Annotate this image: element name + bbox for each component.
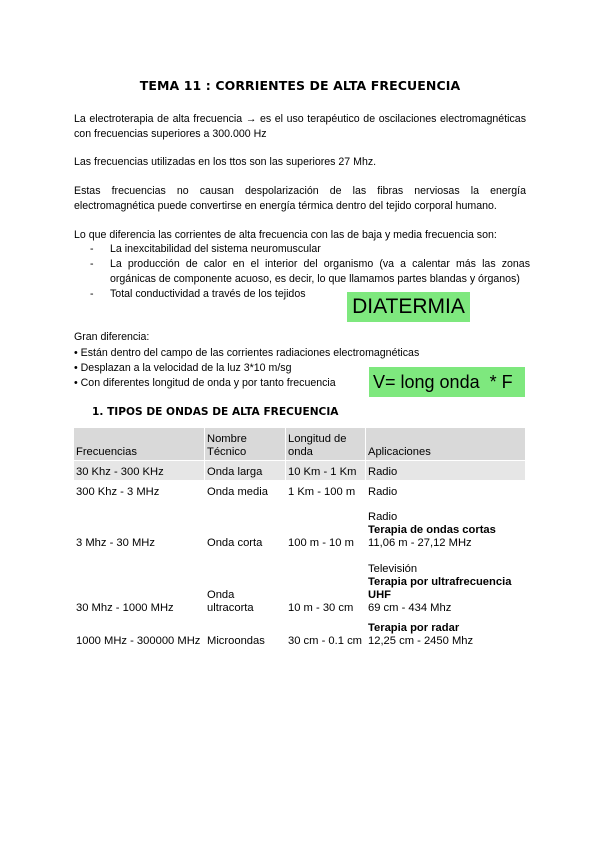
application-range: 12,25 cm - 2450 Mhz xyxy=(368,635,474,647)
list-item xyxy=(74,257,530,287)
dash-marker: - xyxy=(90,258,94,270)
header-wavelength: Longitud de onda xyxy=(286,428,366,461)
cell-name: Onda ultracorta xyxy=(205,552,286,617)
frequencies-used-paragraph: Las frecuencias utilizadas en los ttos son las superiores 27 Mhz. xyxy=(74,156,377,168)
header-frequencies: Frecuencias xyxy=(74,428,205,461)
cell-application xyxy=(366,501,526,552)
cell-length: 10 m - 30 cm xyxy=(286,552,366,617)
application-range: 11,06 m - 27,12 MHz xyxy=(368,537,472,549)
cell-length: 100 m - 10 m xyxy=(286,501,366,552)
cell-frequency: 30 Mhz - 1000 MHz xyxy=(74,552,205,617)
diatermia-highlight: DIATERMIA xyxy=(347,292,470,322)
list-item-text: La producción de calor en el interior del organismo (va a calentar más las zonas orgánicas de componente acuoso, es decir, lo que llamamos partes blandas y órganos) xyxy=(110,258,530,285)
cell-name: Microondas xyxy=(205,617,286,650)
table-row xyxy=(74,617,526,650)
list-item: • Desplazan a la velocidad de la luz 3*10 m/sg xyxy=(74,362,292,374)
list-item: • Están dentro del campo de las corrientes radiaciones electromagnéticas xyxy=(74,347,420,359)
wave-types-table xyxy=(73,427,526,650)
section-heading: 1. TIPOS DE ONDAS DE ALTA FRECUENCIA xyxy=(92,406,339,418)
no-depolarization-paragraph: Estas frecuencias no causan despolarización de las fibras nerviosas la energía electromagnética puede convertirse en energía térmica dentro del tejido corporal humano. xyxy=(74,185,526,212)
list-item: • Con diferentes longitud de onda y por tanto frecuencia xyxy=(74,377,336,389)
application-therapy: Terapia por ultrafrecuencia UHF xyxy=(368,576,512,601)
cell-frequency: 3 Mhz - 30 MHz xyxy=(74,501,205,552)
table-row xyxy=(74,501,526,552)
header-technical-name: Nombre Técnico xyxy=(205,428,286,461)
cell-name: Onda corta xyxy=(205,501,286,552)
table-row xyxy=(74,552,526,617)
cell-name: Onda larga xyxy=(205,461,286,481)
cell-name: Onda media xyxy=(205,481,286,501)
list-item-text: La inexcitabilidad del sistema neuromuscular xyxy=(110,243,321,255)
cell-length: 1 Km - 100 m xyxy=(286,481,366,501)
page-title: TEMA 11 : CORRIENTES DE ALTA FRECUENCIA xyxy=(139,78,461,93)
application-range: 69 cm - 434 Mhz xyxy=(368,602,452,614)
cell-frequency: 300 Khz - 3 MHz xyxy=(74,481,205,501)
intro-paragraph: La electroterapia de alta frecuencia → es el uso terapéutico de oscilaciones electromagnéticas con frecuencias superiores a 300.000 Hz xyxy=(74,113,526,140)
cell-length: 30 cm - 0.1 cm xyxy=(286,617,366,650)
table-row xyxy=(74,481,526,501)
header-applications: Aplicaciones xyxy=(366,428,526,461)
list-item-text: Total conductividad a través de los tejidos xyxy=(110,288,306,300)
gran-diferencia-list xyxy=(74,346,419,391)
application-therapy: Terapia de ondas cortas xyxy=(368,524,496,536)
cell-application: Radio xyxy=(366,461,526,481)
cell-application xyxy=(366,552,526,617)
cell-frequency: 30 Khz - 300 KHz xyxy=(74,461,205,481)
dash-marker: - xyxy=(90,288,94,300)
cell-frequency: 1000 MHz - 300000 MHz xyxy=(74,617,205,650)
table-header-row xyxy=(74,428,526,461)
application-plain: Televisión xyxy=(368,563,418,575)
cell-application: Radio xyxy=(366,481,526,501)
application-therapy: Terapia por radar xyxy=(368,622,460,634)
wave-formula-highlight: V= long onda * F xyxy=(369,367,525,397)
gran-diferencia-heading: Gran diferencia: xyxy=(74,331,150,343)
application-plain: Radio xyxy=(368,511,398,523)
list-item xyxy=(74,242,530,257)
difference-intro: Lo que diferencia las corrientes de alta frecuencia con las de baja y media frecuencia son: xyxy=(74,229,497,241)
dash-marker: - xyxy=(90,243,94,255)
cell-application xyxy=(366,617,526,650)
cell-length: 10 Km - 1 Km xyxy=(286,461,366,481)
table-row xyxy=(74,461,526,481)
